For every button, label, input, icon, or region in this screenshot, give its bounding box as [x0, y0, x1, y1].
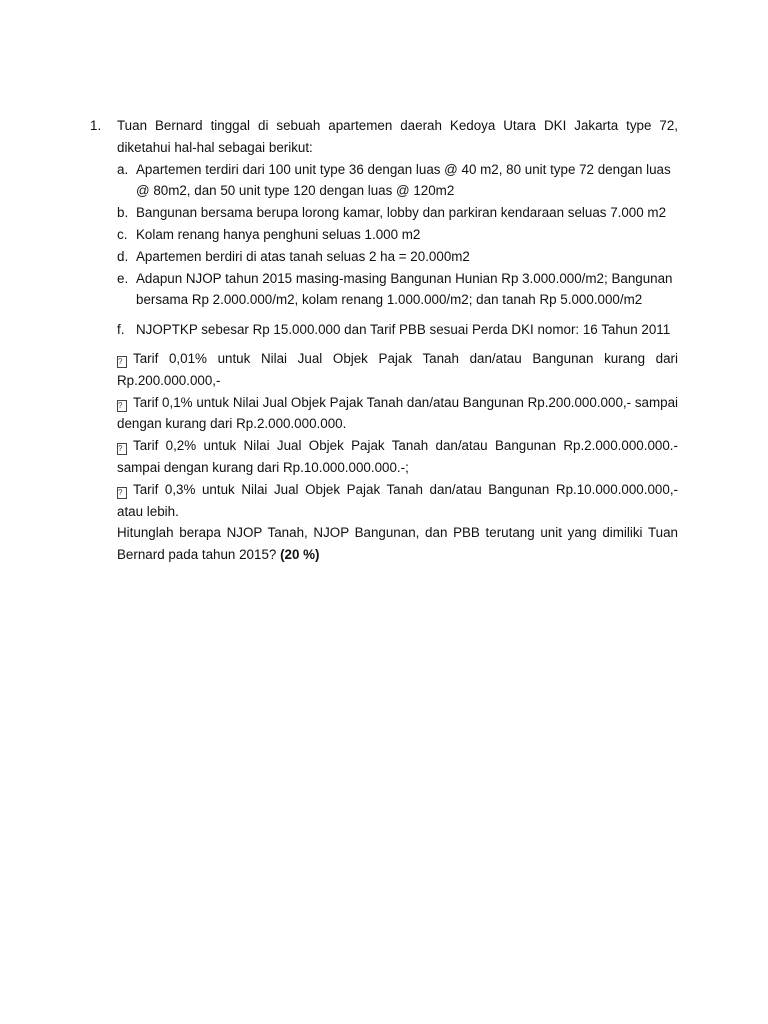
- tarif-text: Tarif 0,3% untuk Nilai Jual Objek Pajak Tanah dan/atau Bangunan Rp.10.000.000.000,- atau lebih.: [117, 481, 678, 519]
- tarif-item: [117, 435, 678, 479]
- question-item-b: [117, 202, 678, 224]
- item-letter: b.: [117, 205, 129, 221]
- question-item-a: [117, 159, 678, 203]
- item-letter: f.: [117, 322, 125, 338]
- tarif-item: [117, 479, 678, 523]
- question-item-e: [117, 268, 678, 312]
- question-item-c: [117, 224, 678, 246]
- missing-glyph-bullet-icon: ?: [117, 356, 127, 368]
- item-text: NJOPTKP sebesar Rp 15.000.000 dan Tarif PBB sesuai Perda DKI nomor: 16 Tahun 2011: [136, 322, 671, 338]
- item-text: Apartemen terdiri dari 100 unit type 36 dengan luas @ 40 m2, 80 unit type 72 dengan luas @ 80m2, dan 50 unit type 120 dengan luas @ 120m2: [136, 161, 671, 199]
- question-number: 1.: [90, 118, 102, 133]
- question-item-d: [117, 246, 678, 268]
- missing-glyph-bullet-icon: ?: [117, 400, 127, 412]
- tarif-text: Tarif 0,2% untuk Nilai Jual Objek Pajak Tanah dan/atau Bangunan Rp.2.000.000.000.- sampai dengan kurang dari Rp.10.000.000.000.-;: [117, 438, 678, 475]
- question-item-f: [117, 319, 678, 341]
- item-text: Apartemen berdiri di atas tanah seluas 2 ha = 20.000m2: [136, 248, 470, 264]
- score-label: (20 %): [280, 547, 320, 563]
- question-row: [90, 115, 678, 566]
- question-items: [117, 159, 678, 341]
- tarif-item: [117, 348, 678, 392]
- closing-text: Hitunglah berapa NJOP Tanah, NJOP Bangunan, dan PBB terutang unit yang dimiliki Tuan Bernard pada tahun 2015?: [117, 525, 678, 563]
- item-text: Kolam renang hanya penghuni seluas 1.000 m2: [136, 226, 421, 242]
- question-1: [90, 115, 678, 566]
- item-letter: c.: [117, 226, 128, 242]
- question-body: [117, 115, 678, 566]
- item-letter: d.: [117, 248, 129, 264]
- tarif-item: [117, 392, 678, 436]
- missing-glyph-bullet-icon: ?: [117, 443, 127, 455]
- question-intro: Tuan Bernard tinggal di sebuah apartemen daerah Kedoya Utara DKI Jakarta type 72, diketahui hal-hal sebagai berikut:: [117, 118, 678, 155]
- tarif-text: Tarif 0,01% untuk Nilai Jual Objek Pajak Tanah dan/atau Bangunan kurang dari Rp.200.000.000,-: [117, 350, 678, 388]
- question-closing: [117, 522, 678, 566]
- item-letter: a.: [117, 161, 129, 177]
- item-letter: e.: [117, 270, 129, 286]
- item-text: Bangunan bersama berupa lorong kamar, lobby dan parkiran kendaraan seluas 7.000 m2: [136, 205, 667, 221]
- tarif-text: Tarif 0,1% untuk Nilai Jual Objek Pajak Tanah dan/atau Bangunan Rp.200.000.000,- sampai dengan kurang dari Rp.2.000.000.000.: [117, 394, 678, 432]
- missing-glyph-bullet-icon: ?: [117, 487, 127, 499]
- item-text: Adapun NJOP tahun 2015 masing-masing Bangunan Hunian Rp 3.000.000/m2; Bangunan bersama Rp 2.000.000/m2, kolam renang 1.000.000/m2; dan tanah Rp 5.000.000/m2: [136, 270, 673, 308]
- tarif-list: [117, 348, 678, 522]
